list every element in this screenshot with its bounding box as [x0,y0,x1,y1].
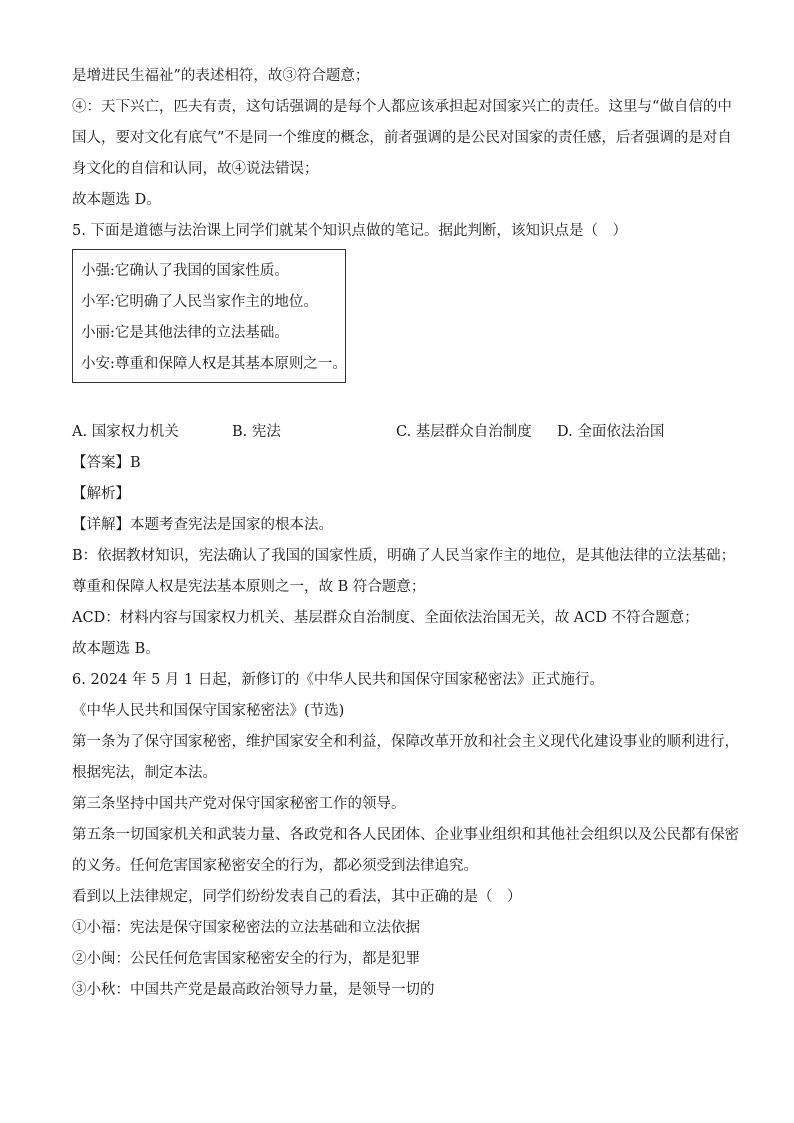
statement-1: ①小福：宪法是保守国家秘密法的立法基础和立法依据 [72,920,420,936]
law-title: 《中华人民共和国保守国家秘密法》(节选) [72,703,345,719]
text-line: 第五条一切国家机关和武装力量、各政党和各人民团体、企业事业组织和其他社会组织以及公民都有保密 [72,827,739,843]
note-item: 小强:它确认了我国的国家性质。 [81,263,289,279]
text-line: ACD：材料内容与国家权力机关、基层群众自治制度、全面依法治国无关，故 ACD 不符合题意； [72,610,699,626]
detail-line [72,515,333,535]
note-item: 小丽:它是其他法律的立法基础。 [81,325,289,341]
text-line: B：依据教材知识，宪法确认了我国的国家性质，明确了人民当家作主的地位，是其他法律的立法基础； [72,548,736,564]
text-line: ④：天下兴亡，匹夫有责，这句话强调的是每个人都应该承担起对国家兴亡的责任。这里与“做自信的中 [72,99,732,115]
note-item: 小安:尊重和保障人权是其基本原则之一。 [81,356,347,372]
text-line: 故本题选 D。 [72,192,161,208]
text-line: 第一条为了保守国家秘密，维护国家安全和利益，保障改革开放和社会主义现代化建设事业的顺利进行， [72,734,739,750]
option-b: B. 宪法 [232,424,281,440]
detail-label: 【详解】 [72,517,130,533]
detail-text: 本题考查宪法是国家的根本法。 [130,517,333,533]
question-6-stem: 6. 2024 年 5 月 1 日起，新修订的《中华人民共和国保守国家秘密法》正式施行。 [72,672,604,688]
statement-2: ②小闽：公民任何危害国家秘密安全的行为，都是犯罪 [72,951,420,967]
text-line: 是增进民生福祉”的表述相符，故③符合题意； [72,68,370,84]
text-line: 第三条坚持中国共产党对保守国家秘密工作的领导。 [72,796,406,812]
answer-value: B [130,455,141,471]
statement-3: ③小秋：中国共产党是最高政治领导力量，是领导一切的 [72,982,435,998]
notes-box [72,249,346,383]
answer-line [72,453,141,473]
note-item: 小军:它明确了人民当家作主的地位。 [81,294,318,310]
text-line: 国人，要对文化有底气”不是同一个维度的概念，前者强调的是公民对国家的责任感，后者强调的是对自 [72,130,732,146]
text-line: 尊重和保障人权是宪法基本原则之一，故 B 符合题意； [72,579,426,595]
option-c: C. 基层群众自治制度 [396,424,532,440]
text-line: 根据宪法，制定本法。 [72,765,217,781]
question-5-stem: 5. 下面是道德与法治课上同学们就某个知识点做的笔记。据此判断，该知识点是（ ） [72,223,627,239]
text-line: 的义务。任何危害国家秘密安全的行为，都必须受到法律追究。 [72,858,478,874]
text-line: 故本题选 B。 [72,641,160,657]
text-line: 身文化的自信和认同，故④说法错误； [72,161,319,177]
option-a: A. 国家权力机关 [72,424,179,440]
text-line: 看到以上法律规定，同学们纷纷发表自己的看法，其中正确的是（ ） [72,889,522,905]
option-d: D. 全面依法治国 [557,424,665,440]
analysis-label: 【解析】 [72,486,130,502]
answer-label: 【答案】 [72,455,130,471]
